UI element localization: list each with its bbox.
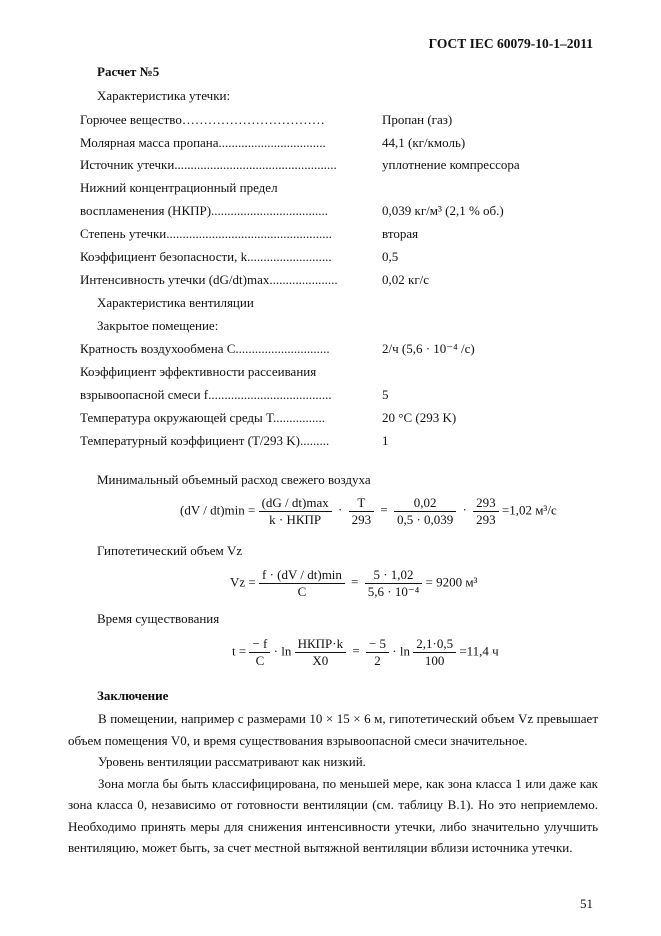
fraction-denominator: 2 xyxy=(374,653,381,668)
fraction-numerator: (dG / dt)max xyxy=(259,495,332,512)
paragraph-text: В помещении, например с размерами 10 × 15 × 6 м, гипотетический объем Vz превышает объем помещения V0, и время существования взрывоопасной смеси значительное. xyxy=(68,711,598,748)
row-label: Кратность воздухообмена C............................. xyxy=(80,341,330,356)
row-value: 0,039 кг/м³ (2,1 % об.) xyxy=(382,203,504,218)
row-label: Молярная масса пропана................................. xyxy=(80,135,326,150)
fraction-denominator: k · НКПР xyxy=(269,512,322,527)
row-value: 5 xyxy=(382,387,389,402)
row-label: Температура окружающей среды T................ xyxy=(80,410,326,425)
fraction-denominator: 293 xyxy=(351,512,372,527)
row-label: Горючее вещество…………………………… xyxy=(80,112,325,127)
row-label: Источник утечки.................................................. xyxy=(80,157,337,172)
page-number: 51 xyxy=(580,896,593,911)
fraction-denominator: 293 xyxy=(476,512,496,527)
formula-min-flow: (dV / dt)min = $\frac{(dG / dt)\max}{\text{k · НКПР}}$ · $\frac{T}{293}$ = $\frac{0,02}{0,5 \cdot 0,039}$ · $\frac{293}{293}$ =1,02 м³/с xyxy=(180,495,557,527)
closed-room-label: Закрытое помещение: xyxy=(97,318,219,333)
fraction-numerator: T xyxy=(349,495,375,512)
row-value: 0,02 кг/с xyxy=(382,272,430,287)
min-flow-title: Минимальный объемный расход свежего воздуха xyxy=(97,472,371,487)
fraction xyxy=(249,636,270,669)
fraction-denominator: 5,6 · 10⁻⁴ xyxy=(367,584,420,599)
row-value: уплотнение компрессора xyxy=(382,157,520,172)
fraction-denominator: 100 xyxy=(424,653,445,668)
calc-title: Расчет №5 xyxy=(97,64,160,79)
conclusion-title: Заключение xyxy=(97,688,169,703)
vent-section-title: Характеристика вентиляции xyxy=(97,295,254,310)
fraction xyxy=(413,636,456,669)
paragraph-text: Зона могла бы быть классифицирована, по меньшей мере, как зона класса 1 или даже как зона класса 0, независимо от готовности вентиляции (см. таблицу В.1). Но это неприемлемо. Необходимо принять меры для снижения интенсивности утечки, либо значительно улучшить вентиляцию, может быть, за счет местной вытяжной вентиляции вблизи источника утечки. xyxy=(68,775,598,855)
time-title: Время существования xyxy=(97,611,220,626)
row-label: Интенсивность утечки (dG/dt)max..................... xyxy=(80,272,338,287)
formula-result: =1,02 м³/с xyxy=(501,502,557,518)
document-header: ГОСТ IEC 60079-10-1–2011 xyxy=(428,36,593,51)
fraction xyxy=(295,636,347,669)
row-value: 1 xyxy=(382,433,389,448)
fraction-numerator: − f xyxy=(249,636,270,653)
fraction-denominator: C xyxy=(297,584,307,599)
row-label: Степень утечки................................................... xyxy=(80,226,333,241)
fraction xyxy=(366,636,389,669)
row-label: воспламенения (НКПР).................................... xyxy=(80,203,329,218)
row-label: Коэффициент эффективности рассеивания xyxy=(80,364,317,379)
paragraph-text: Уровень вентиляции рассматривают как низкий. xyxy=(98,754,366,769)
row-value: Пропан (газ) xyxy=(382,112,453,127)
hyp-volume-title: Гипотетический объем Vz xyxy=(97,543,243,558)
formula-result: = 9200 м³ xyxy=(425,574,478,590)
fraction xyxy=(365,567,422,600)
row-label: Нижний концентрационный предел xyxy=(80,180,278,195)
formula-hyp-volume: Vz = $\frac{f \cdot (dV / dt)\min}{C}$ = $\frac{5 \cdot 1,02}{\text{5,6 · 10⁻⁴}}$ = 9200 м³ xyxy=(230,567,478,599)
fraction-denominator: 0,5 · 0,039 xyxy=(396,512,454,527)
fraction xyxy=(259,567,345,600)
ln-operator: · ln xyxy=(273,643,292,659)
fraction xyxy=(349,495,375,528)
fraction-denominator: X0 xyxy=(312,653,329,668)
formula-lhs: t = xyxy=(232,643,247,659)
fraction-numerator: f · (dV / dt)min xyxy=(259,567,345,584)
fraction xyxy=(394,495,456,528)
fraction-numerator: 293 xyxy=(473,495,499,512)
formula-result: =11,4 ч xyxy=(459,643,499,659)
leak-section-title: Характеристика утечки: xyxy=(97,88,231,103)
paragraph xyxy=(68,708,598,859)
row-label: взрывоопасной смеси f...................................... xyxy=(80,387,332,402)
row-label: Температурный коэффициент (T/293 K)......... xyxy=(80,433,330,448)
row-value: 20 °C (293 K) xyxy=(382,410,457,425)
ln-operator: · ln xyxy=(392,643,410,659)
formula-lhs: Vz = xyxy=(230,574,256,590)
row-value: 2/ч (5,6 · 10⁻⁴ /с) xyxy=(382,341,475,356)
fraction-numerator: 2,1·0,5 xyxy=(413,636,456,653)
formula-time: t = $\frac{- f}{C}$ · ln $\frac{\text{НКПР·k}}{X0}$ = $\frac{- 5}{2}$ · ln $\frac{2,1\cdot 0,5}{100}$ =11,4 ч xyxy=(232,636,499,668)
fraction-numerator: 5 · 1,02 xyxy=(365,567,422,584)
fraction xyxy=(259,495,332,528)
formula-lhs: (dV / dt)min = xyxy=(180,502,256,518)
row-value: вторая xyxy=(382,226,419,241)
fraction-numerator: − 5 xyxy=(366,636,389,653)
row-label: Коэффициент безопасности, k.......................... xyxy=(80,249,332,264)
row-value: 0,5 xyxy=(382,249,399,264)
row-value: 44,1 (кг/кмоль) xyxy=(382,135,466,150)
fraction-numerator: 0,02 xyxy=(394,495,456,512)
fraction-denominator: C xyxy=(255,653,265,668)
fraction xyxy=(473,495,499,528)
fraction-numerator: НКПР·k xyxy=(295,636,347,653)
